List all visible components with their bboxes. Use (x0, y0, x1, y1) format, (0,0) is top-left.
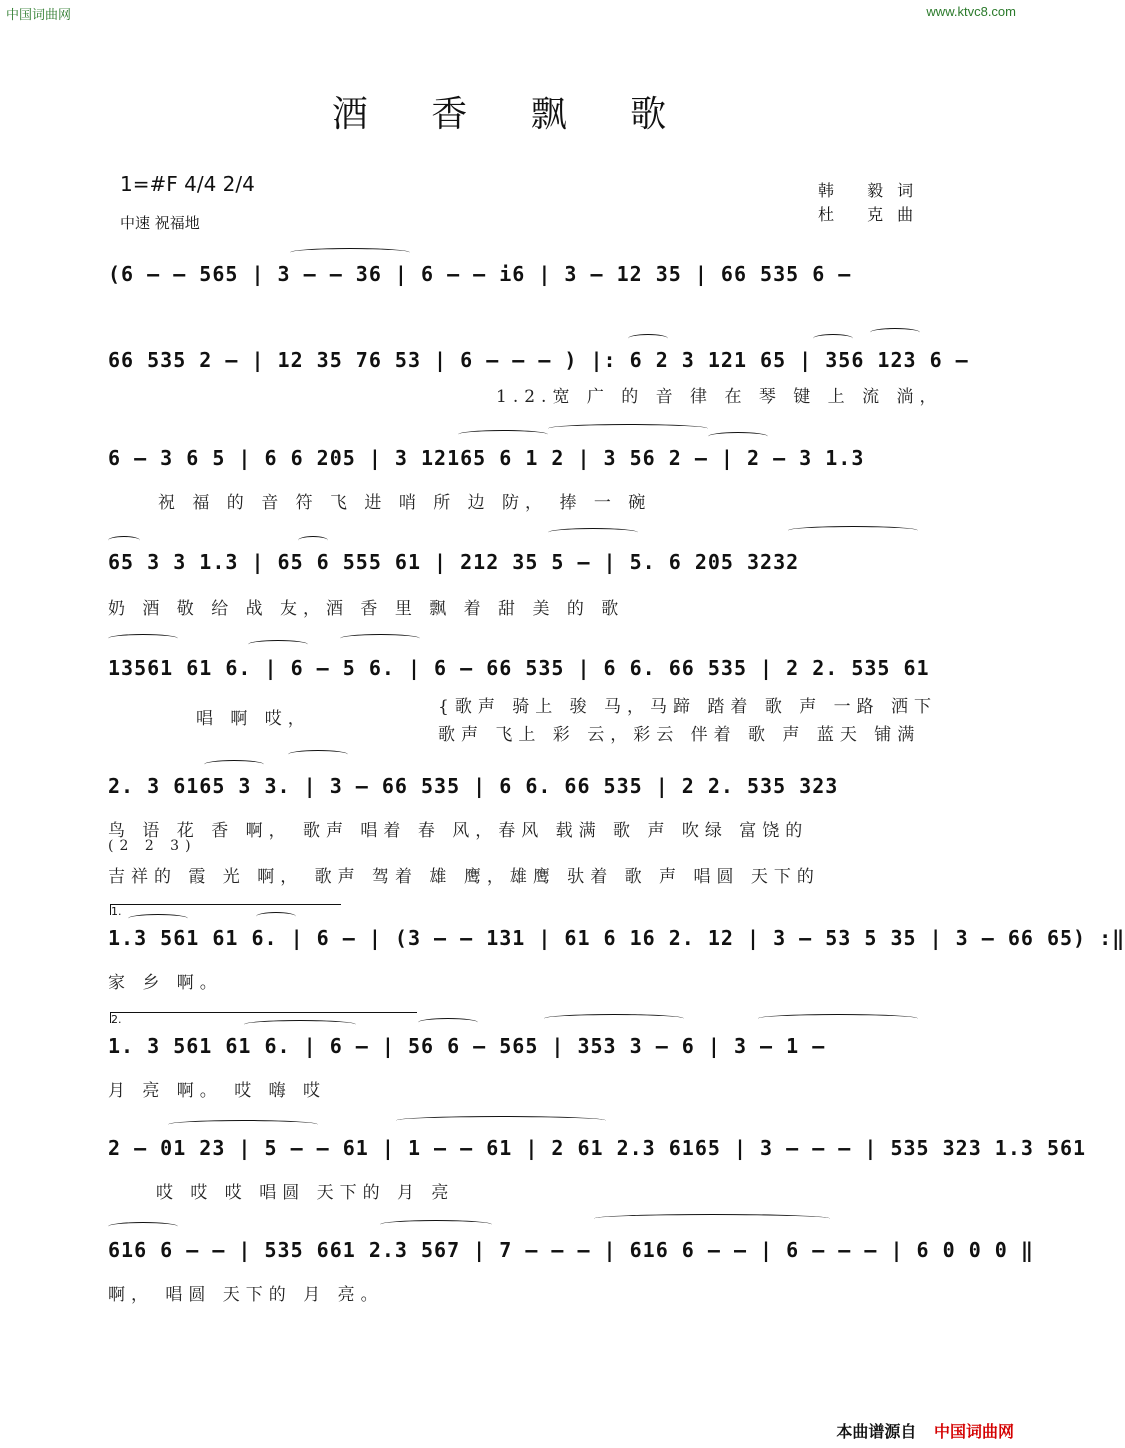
notation-line: (6 – – 565 | 3 – – 36 | 6 – – i6 | 3 – 12 35 | 66 535 6 – (108, 262, 852, 286)
slur-mark (544, 1014, 684, 1023)
notation-line: 1.3 561 61 6. | 6 – | (3 – – 131 | 61 6 16 2. 12 | 3 – 53 5 35 | 3 – 66 65) :‖ (108, 926, 1125, 950)
lyric-variant: (2 2 3) (108, 838, 197, 854)
slur-mark (396, 1116, 606, 1125)
slur-mark (340, 634, 420, 643)
notation-line: 1. 3 561 61 6. | 6 – | 56 6 – 565 | 353 3 – 6 | 3 – 1 – (108, 1034, 826, 1058)
lyric-line: 祝 福 的 音 符 飞 进 哨 所 边 防， 捧 一 碗 (158, 493, 652, 513)
slur-mark (458, 430, 548, 439)
tempo-marking: 中速 祝福地 (120, 214, 200, 232)
slur-mark (628, 334, 668, 343)
lyric-line: 月 亮 啊。 哎 嗨 哎 (108, 1081, 327, 1101)
slur-mark (288, 750, 348, 759)
site-url[interactable]: www.ktvc8.com (926, 4, 1016, 19)
slur-mark (708, 432, 768, 441)
notation-line: 616 6 – – | 535 661 2.3 567 | 7 – – – | 616 6 – – | 6 – – – | 6 0 0 0 ‖ (108, 1238, 1034, 1262)
score-system-10 (108, 1230, 1034, 1305)
volta-bracket-1: 1. (110, 904, 341, 915)
lyricist-credit: 韩 毅词 (818, 181, 928, 200)
notation-line: 2. 3 6165 3 3. | 3 – 66 535 | 6 6. 66 535 | 2 2. 535 323 (108, 774, 839, 798)
source-footer (836, 1419, 1014, 1442)
composer-credit: 杜 克曲 (818, 205, 928, 224)
slur-mark (168, 1120, 318, 1129)
lyric-line: 吉祥的 霞 光 啊， 歌声 驾着 雄 鹰，雄鹰 驮着 歌 声 唱圆 天下的 (108, 867, 820, 887)
song-title: 酒 香 飘 歌 (331, 94, 693, 135)
score-system-8 (108, 1013, 922, 1101)
slur-mark (290, 248, 410, 257)
score-system-4 (108, 542, 922, 619)
score-system-6 (108, 766, 922, 888)
source-label: 本曲谱源自 (836, 1422, 917, 1441)
lyric-line: 1.2.宽 广 的 音 律 在 琴 键 上 流 淌， (496, 387, 943, 407)
score-system-5 (108, 648, 938, 748)
slur-mark (108, 536, 140, 545)
slur-mark (788, 526, 918, 535)
slur-mark (204, 760, 264, 769)
slur-mark (813, 334, 853, 343)
lyric-line: 啊， 唱圆 天下的 月 亮。 (108, 1285, 384, 1305)
slur-mark (758, 1014, 918, 1023)
key-signature: 1=#F 4/4 2/4 (120, 172, 255, 196)
slur-mark (128, 914, 188, 923)
lyric-line: 鸟 语 花 香 啊， 歌声 唱着 春 风，春风 载满 歌 声 吹绿 富饶的 (108, 821, 809, 841)
notation-line: 13561 61 6. | 6 – 5 6. | 6 – 66 535 | 6 6. 66 535 | 2 2. 535 61 (108, 656, 930, 680)
slur-mark (380, 1220, 492, 1229)
notation-line: 6 – 3 6 5 | 6 6 205 | 3 12165 6 1 2 | 3 56 2 – | 2 – 3 1.3 (108, 446, 865, 470)
slur-mark (418, 1018, 478, 1027)
notation-line: 2 – 01 23 | 5 – – 61 | 1 – – 61 | 2 61 2.3 6165 | 3 – – – | 535 323 1.3 561 (108, 1136, 1087, 1160)
lyric-line: 家 乡 啊。 (108, 973, 223, 993)
notation-line: 65 3 3 1.3 | 65 6 555 61 | 212 35 5 – | 5. 6 205 3232 (108, 550, 800, 574)
lyric-line: 唱 啊 哎， (196, 709, 311, 729)
score-system-7 (108, 905, 1125, 993)
lyric-line: 哎 哎 哎 唱圆 天下的 月 亮 (156, 1183, 455, 1203)
lyric-line: 歌声 飞上 彩 云，彩云 伴着 歌 声 蓝天 铺满 (438, 725, 921, 745)
site-logo-left[interactable]: 中国词曲网 (6, 8, 72, 23)
slur-mark (108, 1222, 178, 1231)
lyric-line: 奶 酒 敬 给 战 友，酒 香 里 飘 着 甜 美 的 歌 (108, 599, 625, 619)
lyric-line: {歌声 骑上 骏 马，马蹄 踏着 歌 声 一路 洒下 (438, 697, 938, 717)
slur-mark (548, 424, 708, 433)
volta-bracket-2: 2. (110, 1012, 417, 1023)
slur-mark (244, 1020, 356, 1029)
slur-mark (870, 328, 920, 337)
score-system-9 (108, 1128, 1087, 1203)
score-system-1 (108, 254, 922, 314)
footer-brand-link[interactable]: 中国词曲网 (933, 1422, 1014, 1441)
slur-mark (256, 912, 296, 921)
slur-mark (298, 536, 328, 545)
score-system-3 (108, 438, 922, 513)
slur-mark (548, 528, 638, 537)
slur-mark (594, 1214, 830, 1223)
slur-mark (248, 640, 308, 649)
slur-mark (108, 634, 178, 643)
notation-line: 66 535 2 – | 12 35 76 53 | 6 – – – ) |: 6 2 3 121 65 | 356 123 6 – (108, 348, 969, 372)
score-system-2 (108, 340, 969, 410)
